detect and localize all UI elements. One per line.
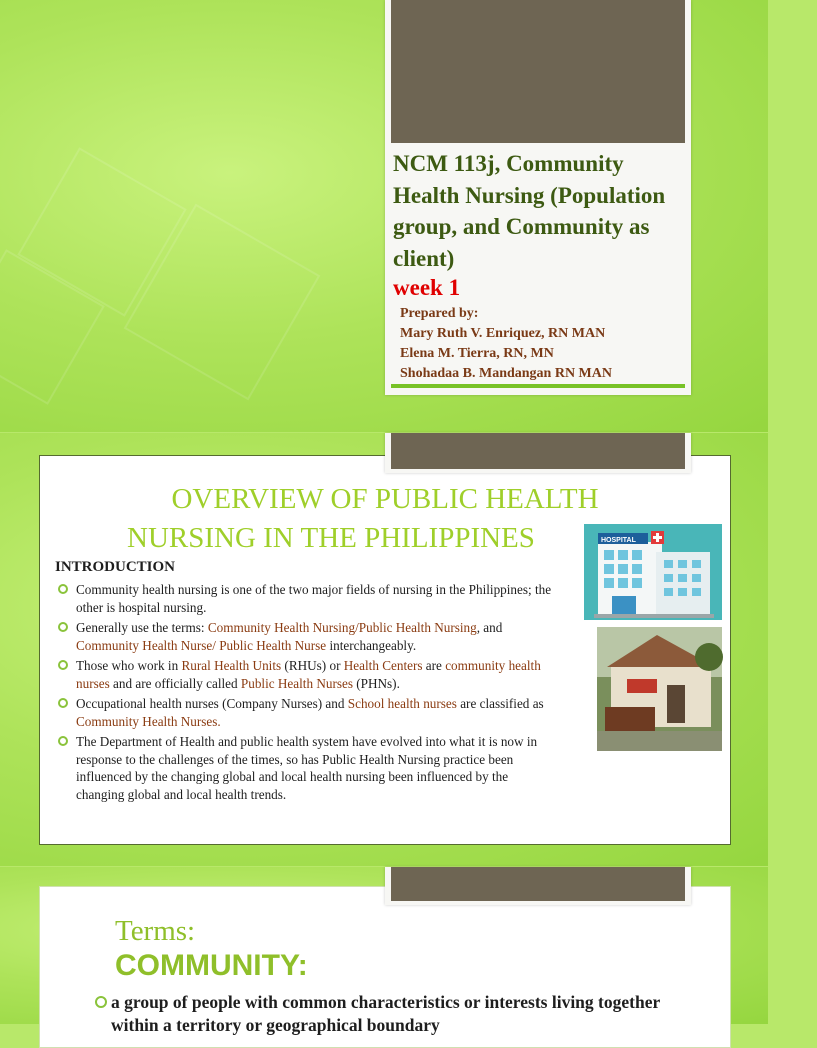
title-card [385,0,691,395]
list-item: Those who work in Rural Health Units (RHUs) or Health Centers are community health nurses and are officially called Public Health Nurses (PHNs). [54,657,554,692]
list-item: Occupational health nurses (Company Nurses) and School health nurses are classified as Community Health Nurses. [54,695,554,730]
bullet-ring-icon [58,622,68,632]
list-item: Community health nursing is one of the two major fields of nursing in the Philippines; the other is hospital nursing. [54,581,554,616]
section-heading: INTRODUCTION [55,559,176,575]
prepared-by-label: Prepared by: [400,306,479,321]
hospital-illustration [584,524,722,620]
list-item: The Department of Health and public health system have evolved into what it is now in response to the challenges of the times, so has Public Health Nursing practice been influenced by the changing global and local health nursing been influenced by the changing global and local health trends. [54,733,554,803]
hospital-sign-text: HOSPITAL [601,537,636,544]
bullet-ring-icon [95,996,107,1008]
tab-photo-placeholder [391,867,685,901]
intro-bullet-list [54,581,554,806]
list-item: a group of people with common characteristics or interests living together within a territory or geographical boundary [95,991,695,1037]
overview-title-line-2: NURSING IN THE PHILIPPINES [127,522,535,554]
bullet-ring-icon [58,660,68,670]
presentation-title: NCM 113j, Community Health Nursing (Population group, and Community as client) [393,151,666,271]
community-heading: COMMUNITY: [115,949,308,982]
health-center-photo [597,627,722,751]
list-item: Generally use the terms: Community Health Nursing/Public Health Nursing, and Community Health Nurse/ Public Health Nurse interchangeably. [54,619,554,654]
slide-terms [0,867,768,1035]
terms-label: Terms: [115,915,196,947]
authors-block [400,304,612,384]
author-3: Shohadaa B. Mandangan RN MAN [400,366,612,381]
health-center-image [597,627,722,751]
bullet-ring-icon [58,584,68,594]
overview-title-line-1: OVERVIEW OF PUBLIC HEALTH [171,483,599,515]
terms-card [39,886,731,1048]
bullet-ring-icon [58,736,68,746]
hospital-icon [584,524,722,620]
bullet-ring-icon [58,698,68,708]
author-1: Mary Ruth V. Enriquez, RN MAN [400,326,606,341]
tab-card [385,867,691,905]
tab-photo-placeholder [391,433,685,469]
week-label: week 1 [393,275,461,300]
slide-title [0,0,768,432]
tab-card [385,433,691,473]
green-divider [391,384,685,388]
author-2: Elena M. Tierra, RN, MN [400,346,554,361]
slide-overview [0,433,768,866]
title-photo-placeholder [391,0,685,143]
